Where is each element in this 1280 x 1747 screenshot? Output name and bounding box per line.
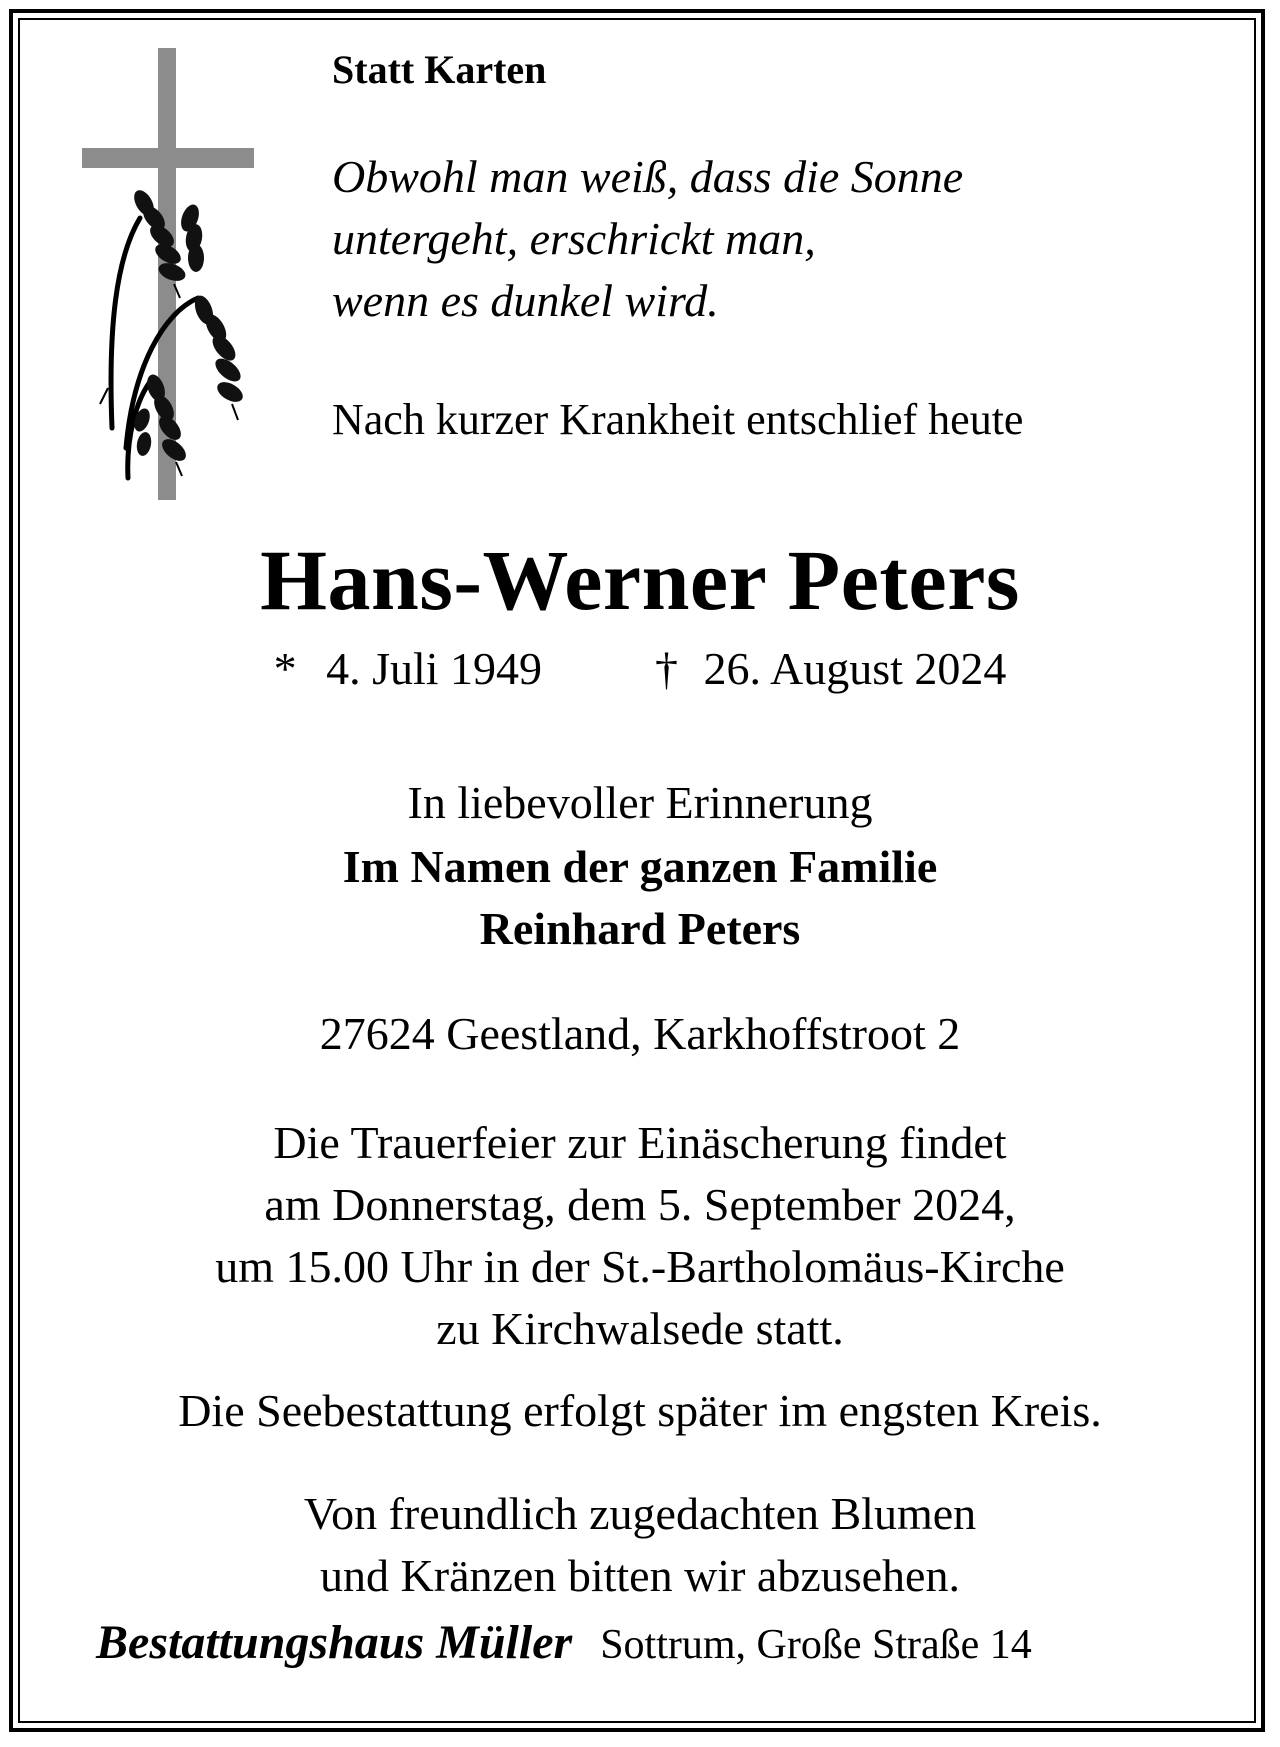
- burial-note: Die Seebestattung erfolgt später im engsten Kreis.: [178, 1385, 1102, 1436]
- poem: [332, 146, 963, 332]
- poem-line: Obwohl man weiß, dass die Sonne: [332, 151, 964, 202]
- on-behalf-line: Im Namen der ganzen Familie: [342, 841, 938, 892]
- cross-with-wheat-icon: [78, 48, 258, 500]
- poem-line: wenn es dunkel wird.: [332, 275, 719, 326]
- flowers-note: [0, 1483, 1280, 1607]
- memory-line: In liebevoller Erinnerung: [407, 777, 873, 828]
- funeral-home-address: Sottrum, Große Straße 14: [600, 1622, 1032, 1668]
- ceremony-line: am Donnerstag, dem 5. September 2024,: [264, 1179, 1016, 1230]
- intro-text: Nach kurzer Krankheit entschlief heute: [332, 395, 1024, 444]
- death-symbol: †: [655, 643, 679, 694]
- poem-line: untergeht, erschrickt man,: [332, 213, 816, 264]
- statt-karten-label: Statt Karten: [332, 47, 547, 92]
- funeral-home-name: Bestattungshaus Müller: [96, 1616, 573, 1669]
- birth-symbol: *: [273, 643, 297, 694]
- flowers-line: Von freundlich zugedachten Blumen: [303, 1488, 977, 1539]
- life-dates: [0, 642, 1280, 695]
- ceremony-line: Die Trauerfeier zur Einäscherung findet: [273, 1117, 1007, 1168]
- footer: [96, 1615, 1032, 1670]
- signer-name: Reinhard Peters: [479, 903, 801, 954]
- ceremony-details: [0, 1112, 1280, 1360]
- flowers-line: und Kränzen bitten wir abzusehen.: [320, 1550, 960, 1601]
- birth-date: 4. Juli 1949: [326, 643, 543, 694]
- address: 27624 Geestland, Karkhoffstroot 2: [319, 1008, 961, 1059]
- ceremony-line: zu Kirchwalsede statt.: [436, 1303, 844, 1354]
- ceremony-line: um 15.00 Uhr in der St.-Bartholomäus-Kirche: [215, 1241, 1065, 1292]
- deceased-name: Hans-Werner Peters: [260, 532, 1020, 628]
- death-date: 26. August 2024: [703, 643, 1007, 694]
